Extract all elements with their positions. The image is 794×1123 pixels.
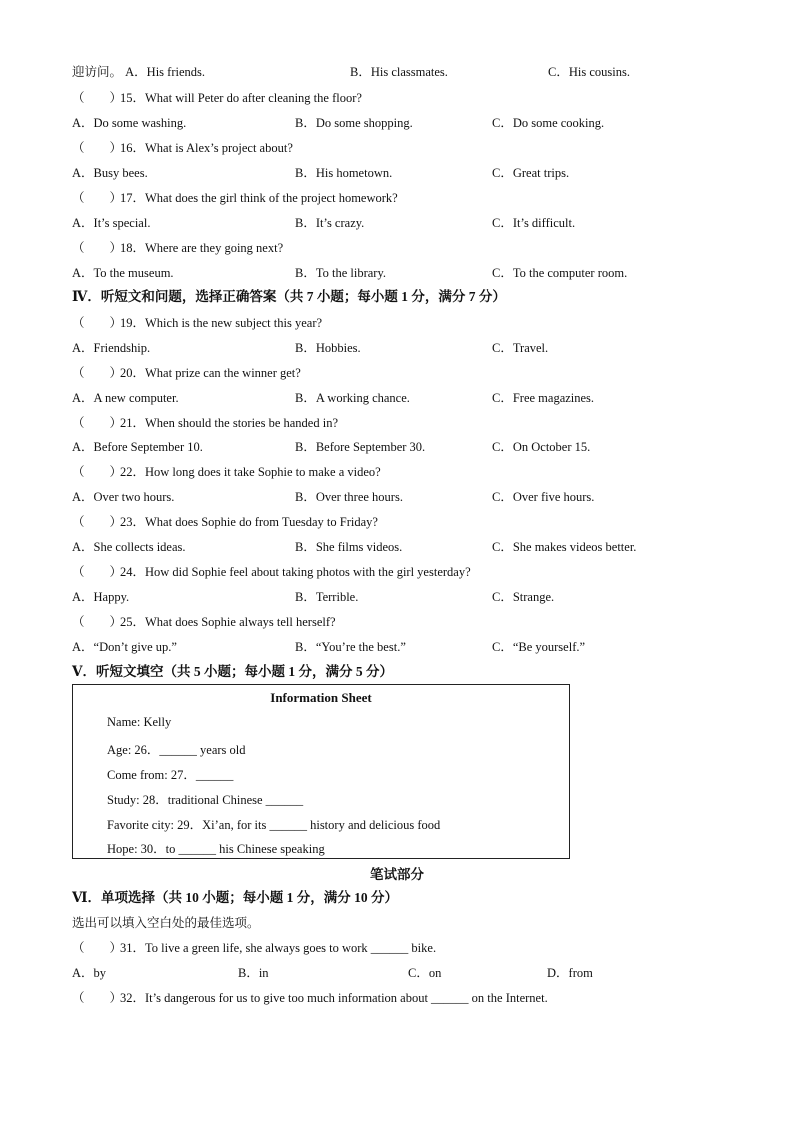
info-line-age: Age: 26．______ years old xyxy=(107,743,246,757)
q19-option-b: B．Hobbies. xyxy=(295,341,361,355)
q21-option-b: B．Before September 30. xyxy=(295,440,426,454)
question-16 xyxy=(72,138,293,158)
question-19 xyxy=(72,313,322,333)
information-sheet-box xyxy=(72,684,570,859)
q15-option-a: A．Do some washing. xyxy=(72,116,187,130)
section-5-heading: Ⅴ．听短文填空（共 5 小题；每小题 1 分，满分 5 分） xyxy=(72,664,393,679)
info-line-come-from: Come from: 27．______ xyxy=(107,768,234,782)
question-stem: 21．When should the stories be handed in? xyxy=(120,416,339,430)
question-17 xyxy=(72,188,398,208)
answer-paren: （ ） xyxy=(72,416,123,430)
answer-paren: （ ） xyxy=(72,465,123,479)
answer-paren: （ ） xyxy=(72,366,123,380)
question-20 xyxy=(72,363,301,383)
answer-paren: （ ） xyxy=(72,191,123,205)
q19-option-a: A．Friendship. xyxy=(72,341,151,355)
answer-paren: （ ） xyxy=(72,615,123,629)
q14-option-c: C．His cousins. xyxy=(548,65,630,79)
section-4-heading: Ⅳ．听短文和问题，选择正确答案（共 7 小题；每小题 1 分，满分 7 分） xyxy=(72,289,506,304)
question-23 xyxy=(72,512,378,532)
question-stem: 32．It’s dangerous for us to give too much information about ______ on the Internet. xyxy=(120,991,548,1005)
q22-option-a: A．Over two hours. xyxy=(72,490,175,504)
question-18 xyxy=(72,238,283,258)
q20-option-a: A．A new computer. xyxy=(72,391,179,405)
q16-option-c: C．Great trips. xyxy=(492,166,570,180)
q24-option-c: C．Strange. xyxy=(492,590,555,604)
answer-paren: （ ） xyxy=(72,991,123,1005)
question-stem: 31．To live a green life, she always goes to work ______ bike. xyxy=(120,941,437,955)
q18-option-b: B．To the library. xyxy=(295,266,387,280)
question-stem: 22．How long does it take Sophie to make a video? xyxy=(120,465,381,479)
q23-option-b: B．She films videos. xyxy=(295,540,403,554)
question-stem: 19．Which is the new subject this year? xyxy=(120,316,323,330)
info-line-hope: Hope: 30．to ______ his Chinese speaking xyxy=(107,842,325,856)
q14-option-b: B．His classmates. xyxy=(350,65,448,79)
question-stem: 15．What will Peter do after cleaning the floor? xyxy=(120,91,362,105)
question-24 xyxy=(72,562,471,582)
q20-option-b: B．A working chance. xyxy=(295,391,410,405)
q31-option-b: B．in xyxy=(238,966,269,980)
info-line-name: Name: Kelly xyxy=(107,715,172,729)
question-stem: 20．What prize can the winner get? xyxy=(120,366,301,380)
question-21 xyxy=(72,413,338,433)
q14-prefix: 迎访问。 xyxy=(72,65,123,79)
q31-option-a: A．by xyxy=(72,966,107,980)
section-6-instruction: 选出可以填入空白处的最佳选项。 xyxy=(72,916,260,930)
q25-option-c: C．“Be yourself.” xyxy=(492,640,586,654)
q31-option-c: C．on xyxy=(408,966,442,980)
q14-options-row xyxy=(72,62,205,82)
question-25 xyxy=(72,612,336,632)
answer-paren: （ ） xyxy=(72,141,123,155)
q14-option-a: A．His friends. xyxy=(125,65,205,79)
information-sheet-title: Information Sheet xyxy=(270,690,372,705)
q15-option-b: B．Do some shopping. xyxy=(295,116,413,130)
answer-paren: （ ） xyxy=(72,91,123,105)
q17-option-c: C．It’s difficult. xyxy=(492,216,576,230)
written-part-title: 笔试部分 xyxy=(370,867,424,882)
q17-option-a: A．It’s special. xyxy=(72,216,151,230)
q24-option-a: A．Happy. xyxy=(72,590,130,604)
question-stem: 24．How did Sophie feel about taking photos with the girl yesterday? xyxy=(120,565,471,579)
q24-option-b: B．Terrible. xyxy=(295,590,359,604)
question-stem: 23．What does Sophie do from Tuesday to Friday? xyxy=(120,515,378,529)
q18-option-c: C．To the computer room. xyxy=(492,266,628,280)
question-stem: 18．Where are they going next? xyxy=(120,241,284,255)
q31-option-d: D．from xyxy=(547,966,593,980)
question-32 xyxy=(72,988,548,1008)
q19-option-c: C．Travel. xyxy=(492,341,549,355)
question-15 xyxy=(72,88,362,108)
info-line-favorite-city: Favorite city: 29．Xi’an, for its ______ history and delicious food xyxy=(107,818,441,832)
q21-option-a: A．Before September 10. xyxy=(72,440,203,454)
answer-paren: （ ） xyxy=(72,316,123,330)
answer-paren: （ ） xyxy=(72,241,123,255)
q23-option-a: A．She collects ideas. xyxy=(72,540,186,554)
question-22 xyxy=(72,462,381,482)
q22-option-c: C．Over five hours. xyxy=(492,490,595,504)
q25-option-b: B．“You’re the best.” xyxy=(295,640,406,654)
section-6-heading: Ⅵ．单项选择（共 10 小题；每小题 1 分，满分 10 分） xyxy=(72,890,399,905)
question-stem: 16．What is Alex’s project about? xyxy=(120,141,293,155)
q15-option-c: C．Do some cooking. xyxy=(492,116,605,130)
q20-option-c: C．Free magazines. xyxy=(492,391,595,405)
q25-option-a: A．“Don’t give up.” xyxy=(72,640,177,654)
answer-paren: （ ） xyxy=(72,941,123,955)
q21-option-c: C．On October 15. xyxy=(492,440,591,454)
q16-option-a: A．Busy bees. xyxy=(72,166,148,180)
q17-option-b: B．It’s crazy. xyxy=(295,216,365,230)
answer-paren: （ ） xyxy=(72,565,123,579)
q22-option-b: B．Over three hours. xyxy=(295,490,403,504)
info-line-study: Study: 28．traditional Chinese ______ xyxy=(107,793,304,807)
q16-option-b: B．His hometown. xyxy=(295,166,393,180)
q23-option-c: C．She makes videos better. xyxy=(492,540,637,554)
question-stem: 17．What does the girl think of the project homework? xyxy=(120,191,398,205)
question-stem: 25．What does Sophie always tell herself? xyxy=(120,615,336,629)
answer-paren: （ ） xyxy=(72,515,123,529)
question-31 xyxy=(72,938,436,958)
q18-option-a: A．To the museum. xyxy=(72,266,174,280)
